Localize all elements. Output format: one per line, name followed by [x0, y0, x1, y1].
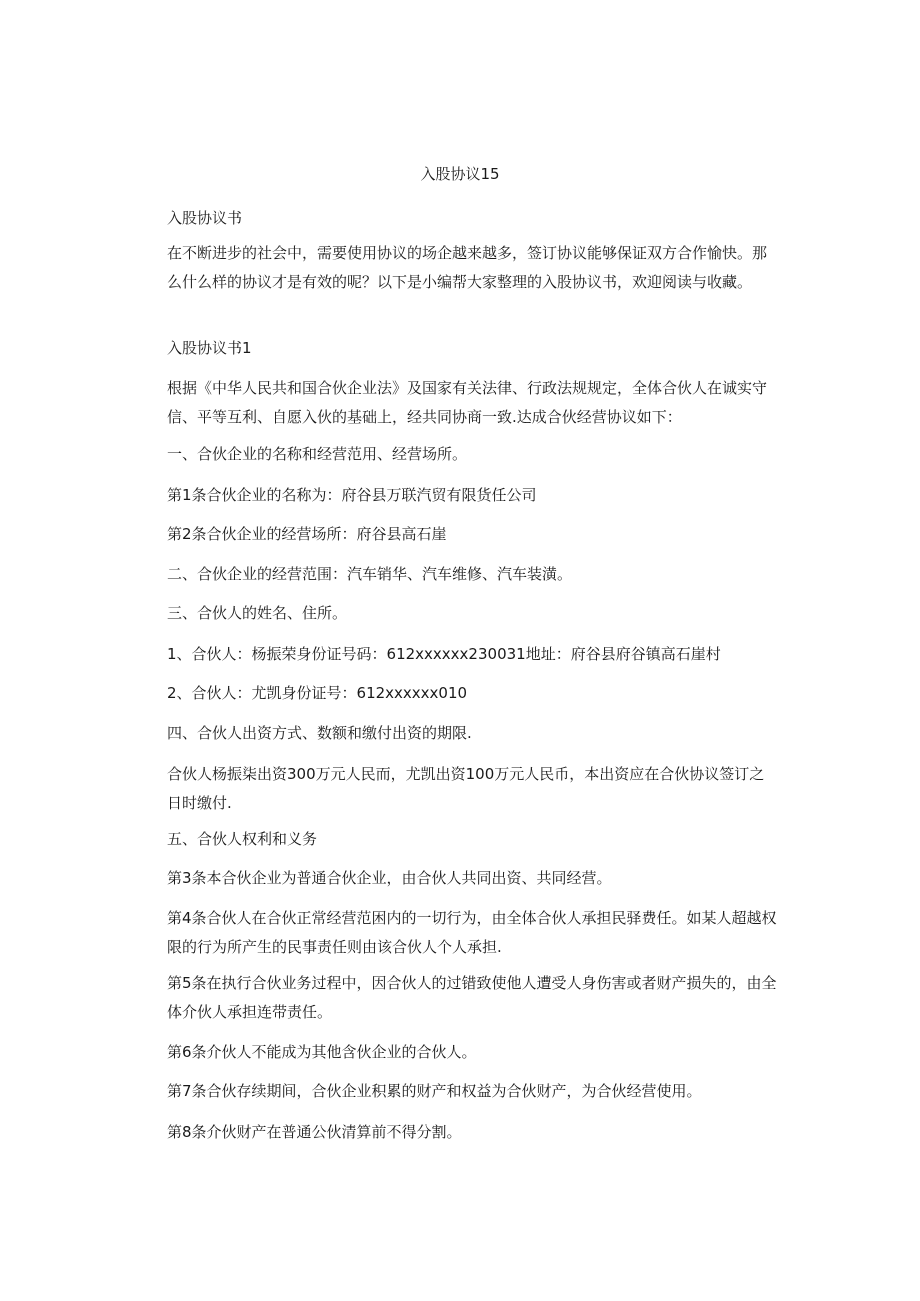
paragraph-partner-1: 1、合伙人：杨振荣身份证号码：612xxxxxx230031地址：府谷县府谷镇高石崖村 [167, 645, 721, 663]
paragraph-heading-5: 五、合伙人权利和义务 [167, 830, 318, 848]
paragraph-heading-3: 三、合伙人的姓名、住所。 [167, 604, 348, 622]
paragraph-partner-2: 2、合伙人：尤凯身份证号：612xxxxxx010 [167, 684, 468, 702]
paragraph-heading-1: 一、合伙企业的名称和经营范用、经营场所。 [167, 445, 468, 463]
document-subtitle: 入股协议书 [167, 209, 243, 227]
paragraph-contribution: 合伙人杨振柒出资300万元人民而，尤凯出资100万元人民币，本出资应在合伙协议签订之日时缴付. [167, 765, 765, 812]
paragraph-heading-2: 二、合伙企业的经营范围：汽车销华、汽车维修、汽车装潢。 [167, 565, 573, 583]
paragraph-article-3: 第3条本合伙企业为普通合伙企业，由合伙人共同出资、共同经营。 [167, 869, 612, 887]
paragraph-article-1: 第1条合伙企业的名称为：府谷县万联汽贸有限货任公司 [167, 486, 537, 504]
document-title: 入股协议15 [420, 165, 500, 183]
paragraph-article-7: 第7条合伙存续期间，合伙企业积累的财产和权益为合伙财产，为合伙经营使用。 [167, 1082, 702, 1100]
paragraph-article-2: 第2条合伙企业的经营场所：府谷县高石崖 [167, 525, 447, 543]
intro-paragraph: 在不断进步的社会中，需要使用协议的场企越来越多，签订协议能够保证双方合作愉快。那么什么样的协议才是有效的呢？以下是小编帮大家整理的入股协议书，欢迎阅读与收藏。 [167, 244, 768, 291]
paragraph-article-4: 第4条合伙人在合伙正常经营范困内的一切行为，由全体合伙人承担民驿费任。如某人超越权限的行为所产生的民事责任则由该合伙人个人承担. [167, 909, 777, 956]
paragraph-article-8: 第8条介伙财产在普通公伙清算前不得分割。 [167, 1123, 462, 1141]
paragraph-heading-4: 四、合伙人出资方式、数额和缴付出资的期限. [167, 724, 472, 742]
section-heading: 入股协议书1 [167, 339, 252, 357]
paragraph-article-6: 第6条介伙人不能成为其他含伙企业的合伙人。 [167, 1043, 477, 1061]
paragraph-preamble: 根据《中华人民共和国合伙企业法》及国家有关法律、行政法规规定，全体合伙人在诚实守信、平等互利、自愿入伙的基础上，经共同协商一致.达成合伙经营协议如下： [167, 379, 768, 426]
paragraph-article-5: 第5条在执行合伙业务过程中，因合伙人的过错致使他人遭受人身伤害或者财产损失的，由全体介伙人承担连带责任。 [167, 974, 777, 1021]
